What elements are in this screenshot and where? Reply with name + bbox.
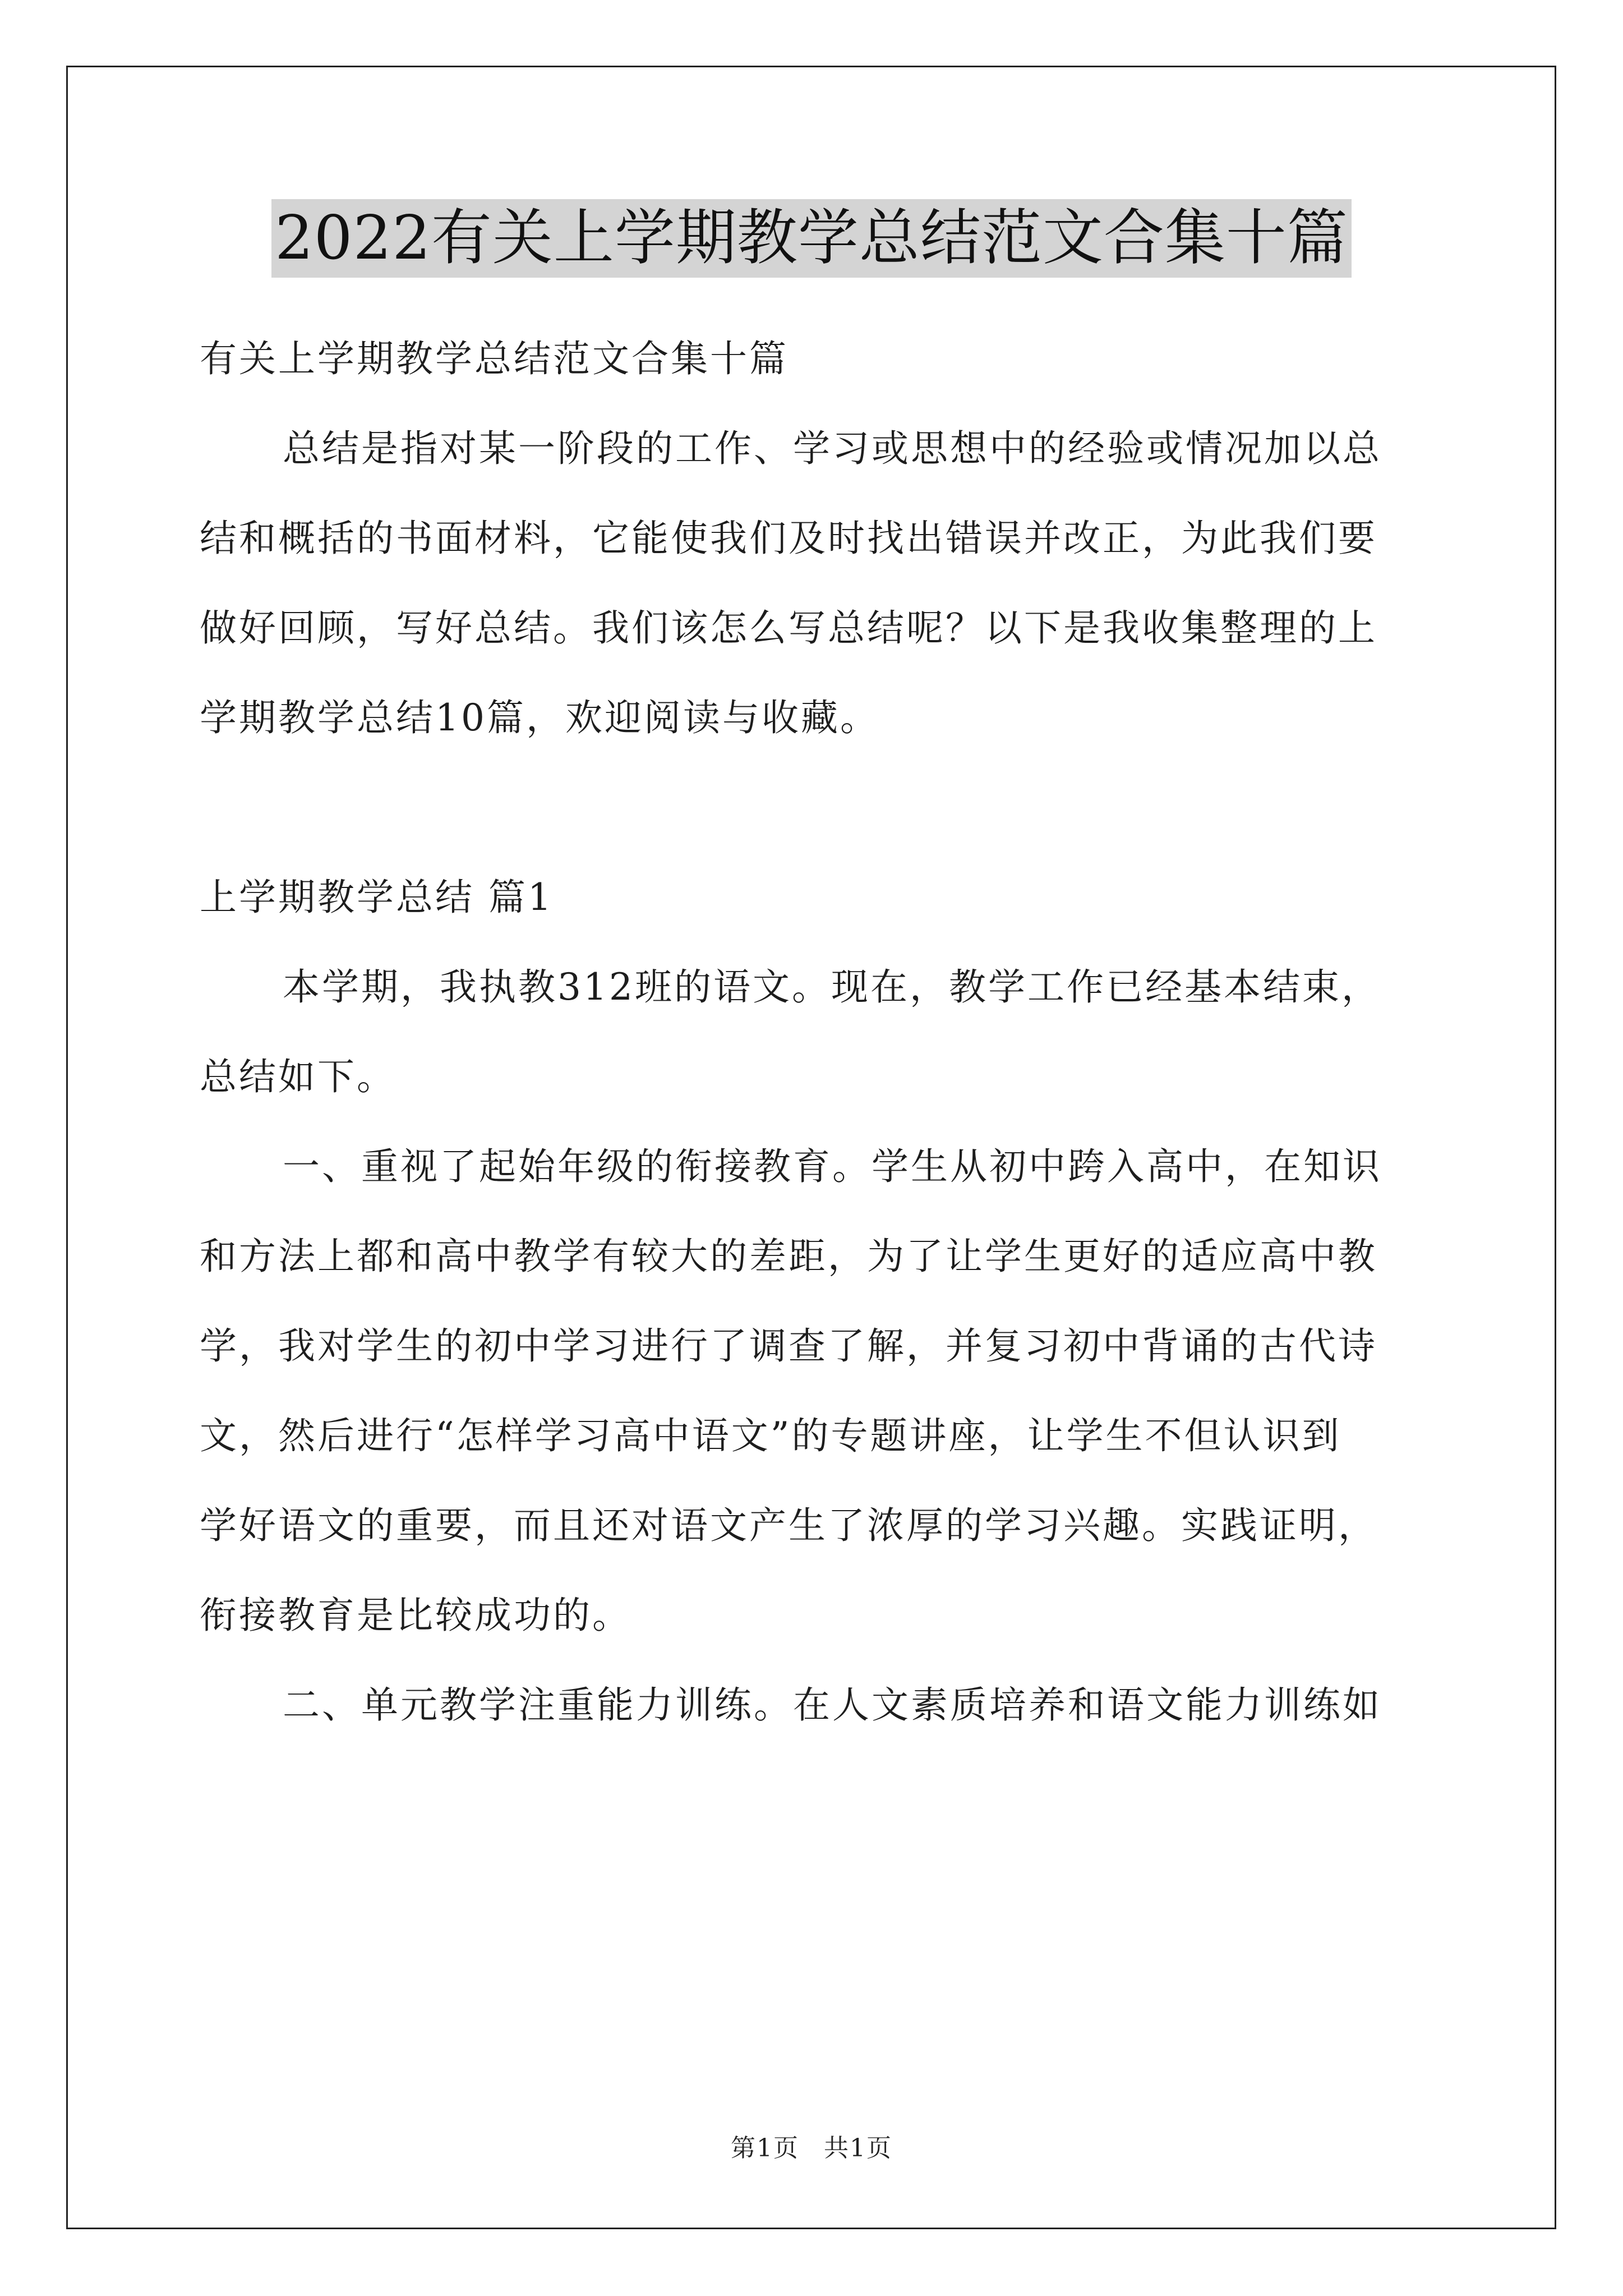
title-container xyxy=(0,199,1623,278)
page-total: 共1页 xyxy=(824,2134,892,2162)
text-line: 上学期教学总结 篇1 xyxy=(200,876,554,919)
page-number: 第1页 xyxy=(731,2134,799,2162)
text-line: 一、重视了起始年级的衔接教育。学生从初中跨入高中，在知识 xyxy=(283,1145,1382,1188)
text-line: 本学期，我执教312班的语文。现在，教学工作已经基本结束， xyxy=(283,965,1381,1009)
text-line: 二、单元教学注重能力训练。在人文素质培养和语文能力训练如 xyxy=(283,1683,1382,1727)
text-line: 有关上学期教学总结范文合集十篇 xyxy=(200,337,789,380)
text-line: 总结是指对某一阶段的工作、学习或思想中的经验或情况加以总 xyxy=(283,427,1382,470)
document-title: 2022有关上学期教学总结范文合集十篇 xyxy=(271,199,1352,278)
text-line: 文，然后进行“怎样学习高中语文”的专题讲座，让学生不但认识到 xyxy=(200,1414,1341,1457)
text-line: 衔接教育是比较成功的。 xyxy=(200,1594,631,1637)
page-footer xyxy=(0,2132,1623,2165)
text-line: 学，我对学生的初中学习进行了调查了解，并复习初中背诵的古代诗 xyxy=(200,1324,1377,1368)
text-line: 做好回顾，写好总结。我们该怎么写总结呢？以下是我收集整理的上 xyxy=(200,606,1377,650)
text-line: 结和概括的书面材料，它能使我们及时找出错误并改正，为此我们要 xyxy=(200,517,1377,560)
document-body xyxy=(200,314,1428,1750)
text-line: 学期教学总结10篇，欢迎阅读与收藏。 xyxy=(200,696,879,739)
text-line: 总结如下。 xyxy=(200,1055,396,1098)
blank-line xyxy=(200,763,1428,853)
text-line: 学好语文的重要，而且还对语文产生了浓厚的学习兴趣。实践证明， xyxy=(200,1504,1377,1547)
text-line: 和方法上都和高中教学有较大的差距，为了让学生更好的适应高中教 xyxy=(200,1235,1377,1278)
